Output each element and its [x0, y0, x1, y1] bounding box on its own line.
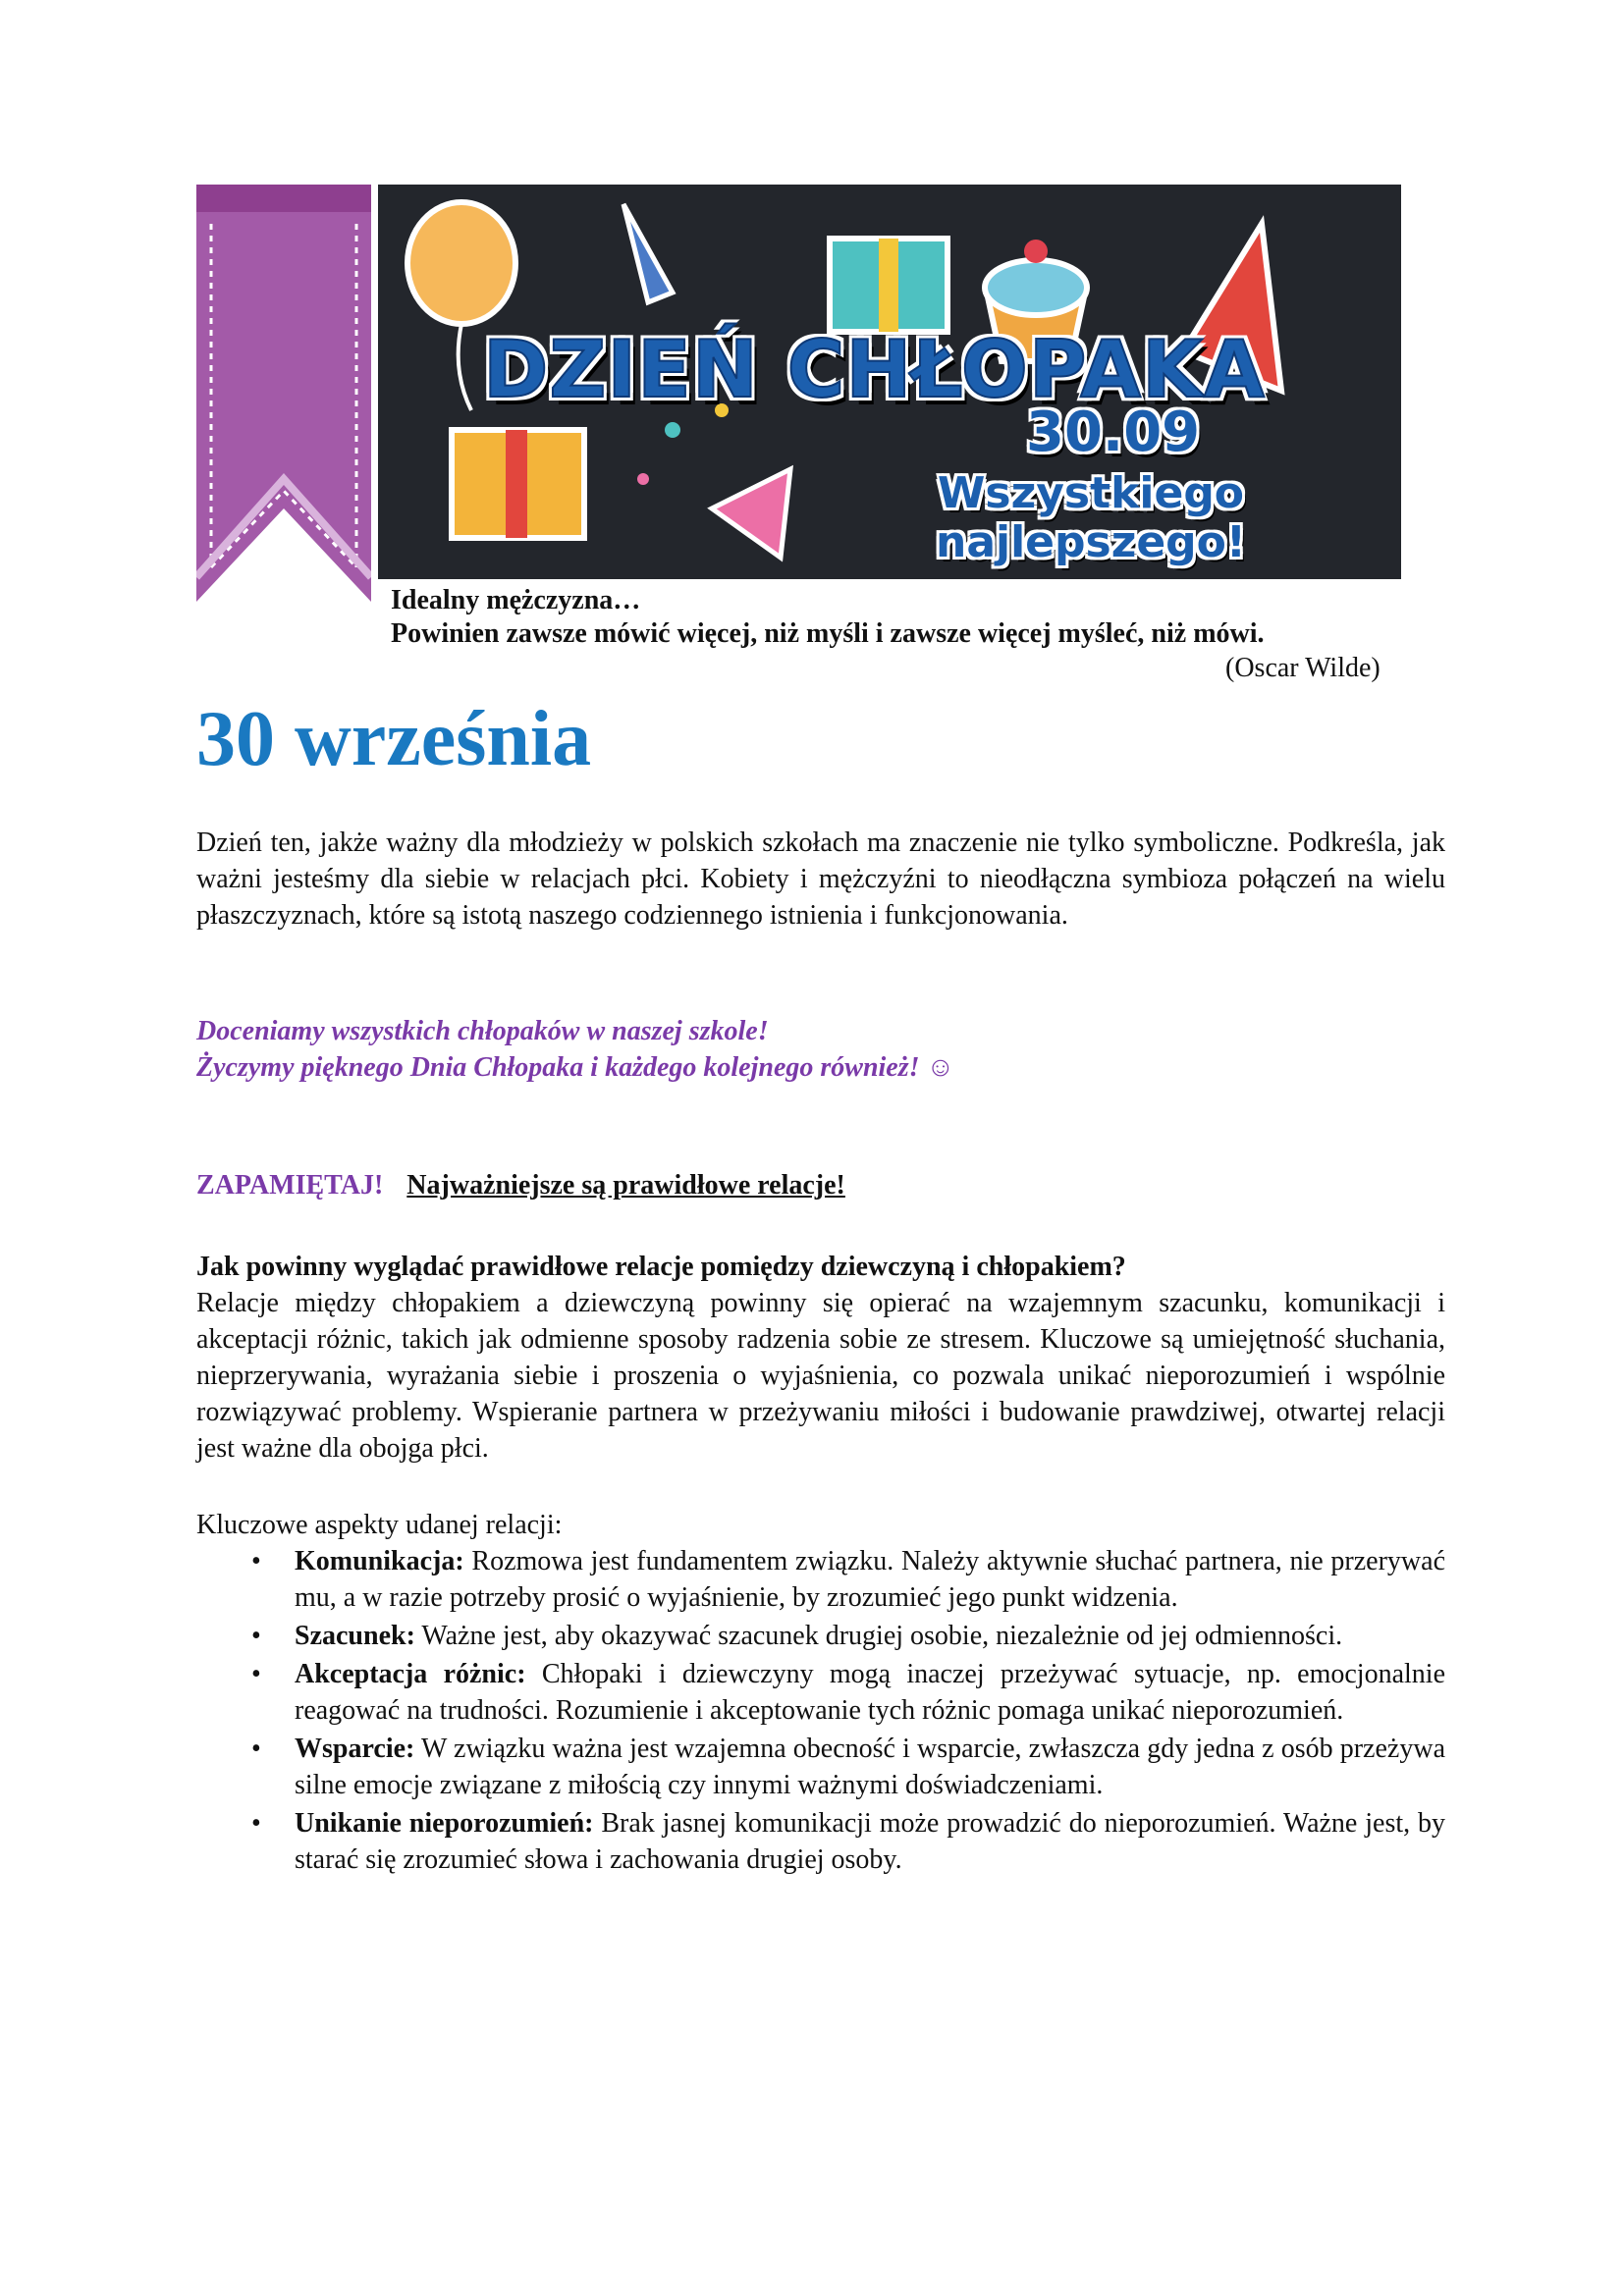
page-title: 30 września	[196, 696, 592, 782]
aspect-text: Ważne jest, aby okazywać szacunek drugiej osobie, niezależnie od jej odmienności.	[421, 1621, 1343, 1651]
remember-label: ZAPAMIĘTAJ!	[196, 1170, 384, 1201]
banner-date: 30.09	[1026, 400, 1201, 464]
answer-paragraph: Relacje między chłopakiem a dziewczyną powinny się opierać na wzajemnym szacunku, komunikacji i akceptacji różnic, takich jak odmienne sposoby radzenia sobie ze stresem. Kluczowe są umiejętność słuchania, nieprzerywania, wyrażania siebie i proszenia o wyjaśnienia, co pozwala unikać nieporozumień i wspólnie rozwiązywać problemy. Wspieranie partnera w przeżywaniu miłości i budowanie prawdziwej, otwartej relacji jest ważne dla obojga płci.	[196, 1288, 1445, 1464]
wishes-line2: Życzymy pięknego Dnia Chłopaka i każdego kolejnego również! ☺	[196, 1052, 955, 1083]
aspect-term: Wsparcie:	[295, 1734, 415, 1764]
remember-text: Najważniejsze są prawidłowe relacje!	[406, 1170, 845, 1201]
bullet-icon: •	[251, 1621, 261, 1651]
aspect-term: Akceptacja różnic:	[295, 1659, 526, 1689]
intro-paragraph: Dzień ten, jakże ważny dla młodzieży w polskich szkołach ma znaczenie nie tylko symboliczne. Podkreśla, jak ważni jesteśmy dla siebie w relacjach płci. Kobiety i mężczyźni to nieodłączna symbioza połączeń na wielu płaszczyznach, które są istotą naszego codziennego istnienia i funkcjonowania.	[196, 828, 1445, 931]
bullet-icon: •	[251, 1546, 261, 1576]
quote-author: (Oscar Wilde)	[1225, 653, 1380, 683]
wishes	[196, 1013, 1445, 1086]
quote	[391, 584, 1265, 651]
bullet-icon: •	[251, 1659, 261, 1689]
bullet-icon: •	[251, 1734, 261, 1764]
aspects-list	[196, 1543, 1445, 1880]
aspect-text: Chłopaki i dziewczyny mogą inaczej przeżywać sytuacje, np. emocjonalnie reagować na trudności. Rozumienie i akceptowanie tych różnic pomaga unikać nieporozumień.	[295, 1659, 1445, 1726]
aspects-intro: Kluczowe aspekty udanej relacji:	[196, 1510, 563, 1540]
aspect-term: Unikanie nieporozumień:	[295, 1808, 594, 1839]
banner-image	[378, 185, 1401, 579]
remember-note	[196, 1170, 845, 1201]
bouquet-icon	[623, 204, 673, 302]
balloon-icon	[407, 202, 515, 324]
banner-title: DZIEŃ CHŁOPAKA	[483, 324, 1266, 415]
aspect-text: Brak jasnej komunikacji może prowadzić do nieporozumień. Ważne jest, by starać się zrozumieć słowa i zachowania drugiej osoby.	[295, 1808, 1445, 1875]
list-item	[196, 1656, 1445, 1729]
banner-wishes-line1: Wszystkiego	[937, 468, 1245, 518]
list-item	[196, 1543, 1445, 1616]
quote-line1: Idealny mężczyzna…	[391, 585, 641, 615]
quote-line2: Powinien zawsze mówić więcej, niż myśli i zawsze więcej myśleć, niż mówi.	[391, 618, 1265, 649]
list-item	[196, 1805, 1445, 1878]
list-item	[196, 1618, 1445, 1654]
bullet-icon: •	[251, 1808, 261, 1839]
aspect-term: Szacunek:	[295, 1621, 415, 1651]
party-popper-icon	[712, 469, 790, 558]
ribbon-bookmark	[196, 185, 371, 602]
list-item	[196, 1731, 1445, 1803]
banner-wishes-line2: najlepszego!	[936, 517, 1246, 567]
wishes-line1: Doceniamy wszystkich chłopaków w naszej szkole!	[196, 1016, 769, 1046]
banner-wishes	[936, 469, 1246, 567]
aspect-text: W związku ważna jest wzajemna obecność i wsparcie, zwłaszcza gdy jedna z osób przeżywa silne emocje związane z miłością czy innymi ważnymi doświadczeniami.	[295, 1734, 1445, 1800]
aspect-term: Komunikacja:	[295, 1546, 464, 1576]
aspect-text: Rozmowa jest fundamentem związku. Należy aktywnie słuchać partnera, nie przerywać mu, a w razie potrzeby prosić o wyjaśnienie, by zrozumieć jego punkt widzenia.	[295, 1546, 1445, 1613]
question-heading: Jak powinny wyglądać prawidłowe relacje pomiędzy dziewczyną i chłopakiem?	[196, 1252, 1126, 1282]
